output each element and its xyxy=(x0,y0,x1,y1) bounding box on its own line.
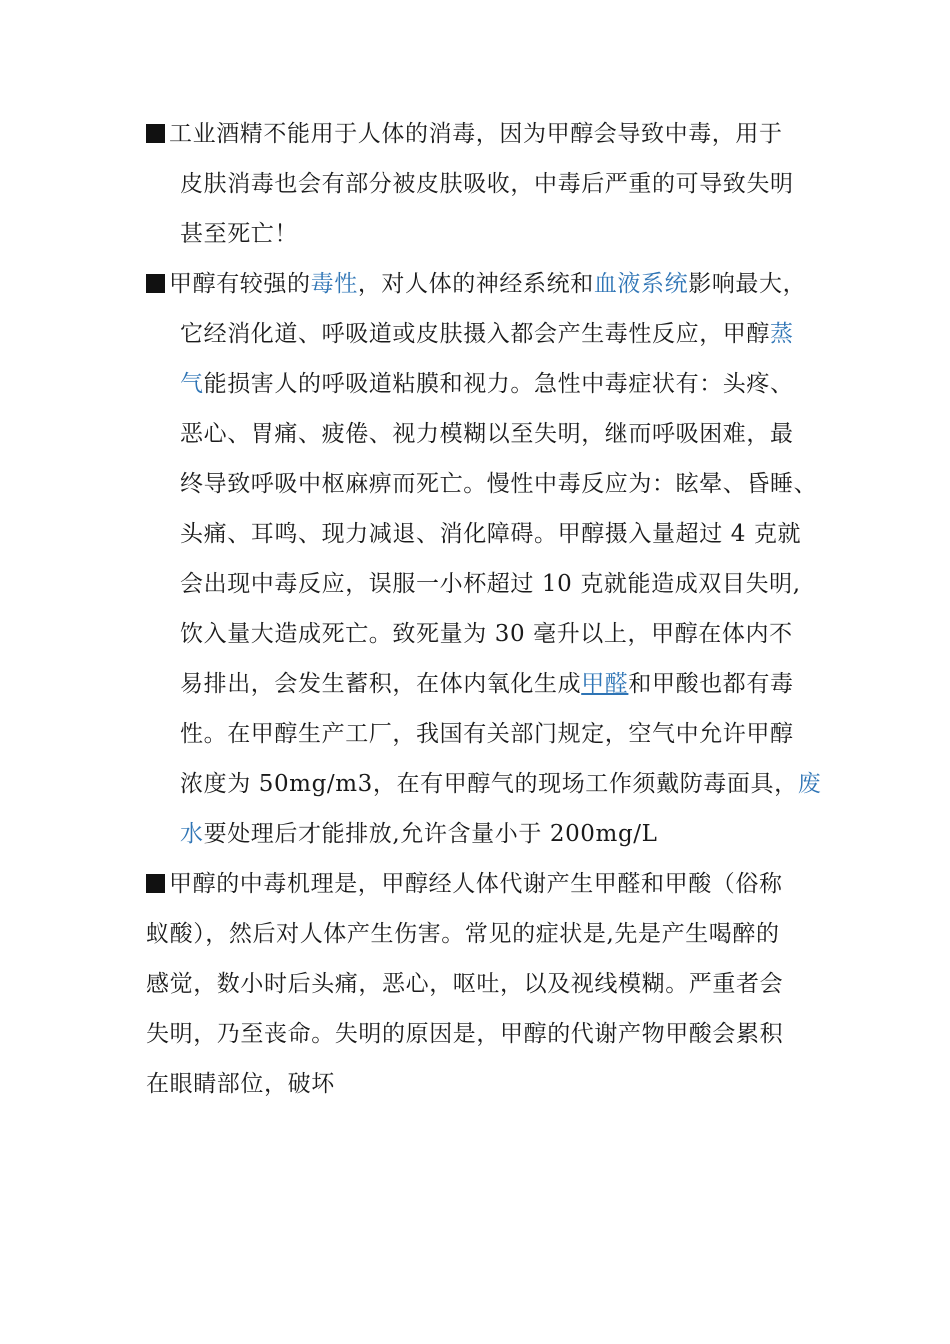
square-bullet-icon xyxy=(146,124,165,143)
paragraph-2-line-7: 会出现中毒反应，误服一小杯超过 10 克就能造成双目失明, xyxy=(180,571,801,597)
link-blood-system[interactable]: 血液系统 xyxy=(593,271,689,297)
paragraph-2-line-3: 气能损害人的呼吸道粘膜和视力。急性中毒症状有：头疼、 xyxy=(180,371,794,397)
paragraph-2-line-12: 水要处理后才能排放,允许含量小于 200mg/L xyxy=(180,821,658,847)
paragraph-2-line-11: 浓度为 50mg/m3，在有甲醇气的现场工作须戴防毒面具，废 xyxy=(180,771,822,797)
paragraph-3-line-2: 蚁酸），然后对人体产生伤害。常见的症状是,先是产生喝醉的 xyxy=(146,921,780,947)
paragraph-2-line-2: 它经消化道、呼吸道或皮肤摄入都会产生毒性反应，甲醇蒸 xyxy=(180,321,794,347)
paragraph-2-line-4: 恶心、胃痛、疲倦、视力模糊以至失明，继而呼吸困难，最 xyxy=(180,421,794,447)
paragraph-1-line-2: 皮肤消毒也会有部分被皮肤吸收，中毒后严重的可导致失明 xyxy=(180,171,794,197)
square-bullet-icon xyxy=(146,874,165,893)
paragraph-2-line-5: 终导致呼吸中枢麻痹而死亡。慢性中毒反应为：眩晕、昏睡、 xyxy=(180,471,818,497)
link-vapor-part-1[interactable]: 蒸 xyxy=(770,321,794,347)
link-toxicity[interactable]: 毒性 xyxy=(310,271,358,297)
paragraph-3-line-4: 失明，乃至丧命。失明的原因是，甲醇的代谢产物甲酸会累积 xyxy=(146,1021,784,1047)
paragraph-2-line-9: 易排出，会发生蓄积，在体内氧化生成甲醛和甲酸也都有毒 xyxy=(180,671,794,697)
link-wastewater-part-1[interactable]: 废 xyxy=(797,771,822,797)
paragraph-2-line-1: 甲醇有较强的毒性，对人体的神经系统和血液系统影响最大， xyxy=(146,259,806,309)
paragraph-2-line-6: 头痛、耳鸣、现力减退、消化障碍。甲醇摄入量超过 4 克就 xyxy=(180,521,802,547)
square-bullet-icon xyxy=(146,274,165,293)
paragraph-3-line-5: 在眼睛部位，破坏 xyxy=(146,1071,335,1097)
paragraph-1-line-3: 甚至死亡！ xyxy=(180,221,298,247)
link-wastewater-part-2[interactable]: 水 xyxy=(180,821,204,847)
paragraph-1-line-1: 工业酒精不能用于人体的消毒，因为甲醇会导致中毒，用于 xyxy=(146,109,783,159)
link-formaldehyde[interactable]: 甲醛 xyxy=(581,671,629,697)
link-vapor-part-2[interactable]: 气 xyxy=(180,371,204,397)
paragraph-3-line-1: 甲醇的中毒机理是，甲醇经人体代谢产生甲醛和甲酸（俗称 xyxy=(146,859,783,909)
paragraph-2-line-10: 性。在甲醇生产工厂，我国有关部门规定，空气中允许甲醇 xyxy=(180,721,794,747)
paragraph-3-line-3: 感觉，数小时后头痛，恶心，呕吐，以及视线模糊。严重者会 xyxy=(146,971,784,997)
paragraph-2-line-8: 饮入量大造成死亡。致死量为 30 毫升以上，甲醇在体内不 xyxy=(180,621,793,647)
